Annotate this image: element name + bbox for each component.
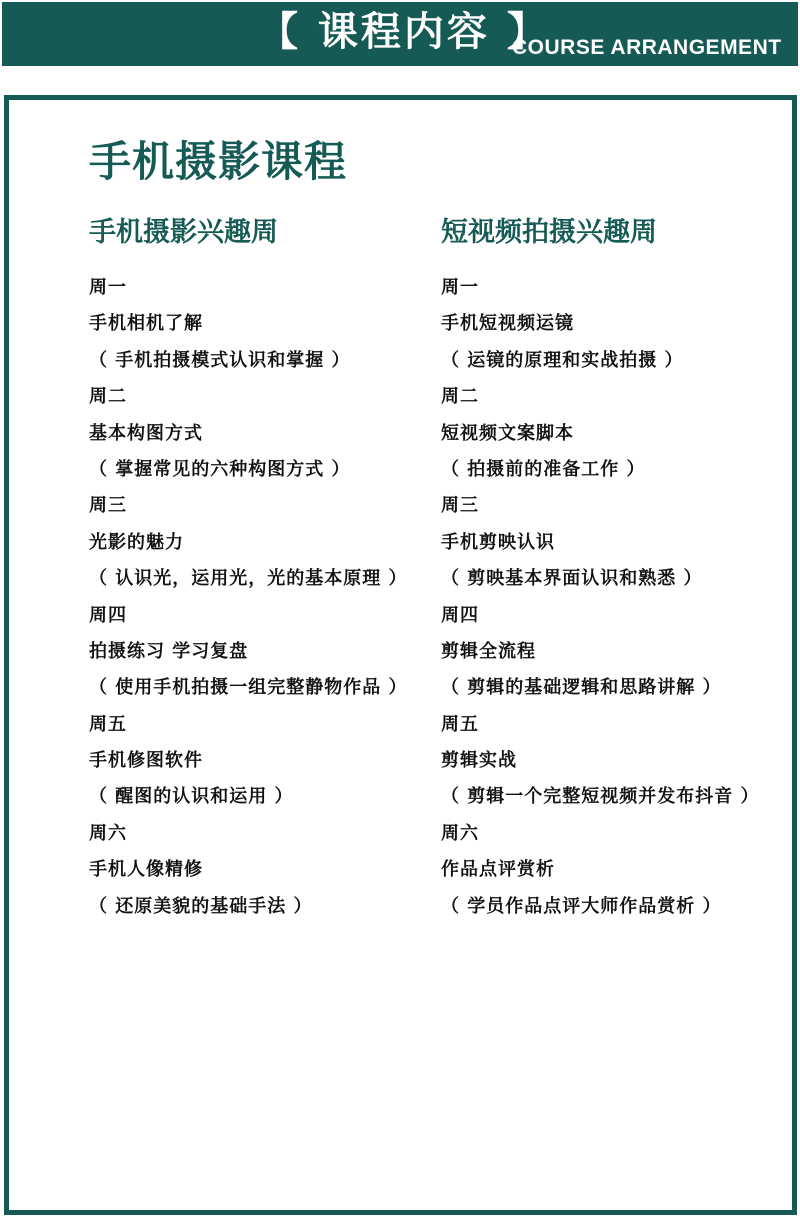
item-description: （ 剪辑的基础逻辑和思路讲解 ） [441, 677, 722, 699]
item-description: （ 剪辑一个完整短视频并发布抖音 ） [441, 786, 760, 808]
schedule-item: 手机剪映认识 [441, 531, 555, 553]
schedule-item: 手机短视频运镜 [441, 313, 574, 335]
day-label: 周三 [441, 495, 479, 517]
column-title: 短视频拍摄兴趣周 [441, 217, 657, 248]
item-description: （ 还原美貌的基础手法 ） [89, 895, 313, 917]
item-description: （ 醒图的认识和运用 ） [89, 786, 294, 808]
day-label: 周五 [89, 713, 127, 735]
schedule-item: 作品点评赏析 [441, 859, 555, 881]
schedule-item: 手机相机了解 [89, 313, 203, 335]
day-label: 周三 [89, 495, 127, 517]
day-label: 周五 [441, 713, 479, 735]
day-label: 周四 [441, 604, 479, 626]
page-title: 手机摄影课程 [89, 137, 348, 186]
column-title: 手机摄影兴趣周 [89, 217, 278, 248]
item-description: （ 手机拍摄模式认识和掌握 ） [89, 349, 351, 371]
day-label: 周一 [89, 277, 127, 298]
day-label: 周六 [441, 822, 479, 844]
day-label: 周六 [89, 822, 127, 844]
item-description: （ 剪映基本界面认识和熟悉 ） [441, 568, 703, 590]
day-label: 周二 [89, 386, 127, 408]
schedule-item: 手机修图软件 [89, 750, 203, 772]
day-label: 周二 [441, 386, 479, 408]
item-description: （ 运镜的原理和实战拍摄 ） [441, 349, 684, 371]
banner-title: 【 课程内容 】 [258, 9, 550, 55]
schedule-item: 手机人像精修 [89, 859, 203, 881]
schedule-item: 剪辑实战 [441, 750, 517, 772]
item-description: （ 掌握常见的六种构图方式 ） [89, 458, 351, 480]
column-photography-week [89, 210, 408, 925]
item-description: （ 拍摄前的准备工作 ） [441, 458, 646, 480]
schedule-item: 拍摄练习 学习复盘 [89, 640, 249, 662]
column-short-video-week [441, 210, 760, 925]
item-description: （ 使用手机拍摄一组完整静物作品 ） [89, 677, 408, 699]
day-label: 周一 [441, 277, 479, 298]
item-description: （ 学员作品点评大师作品赏析 ） [441, 895, 722, 917]
schedule-item: 短视频文案脚本 [441, 422, 574, 444]
day-label: 周四 [89, 604, 127, 626]
schedule-list [441, 270, 760, 925]
schedule-item: 基本构图方式 [89, 422, 203, 444]
banner-subtitle: COURSE ARRANGEMENT [512, 36, 782, 59]
schedule-list [89, 270, 408, 925]
schedule-item: 剪辑全流程 [441, 640, 536, 662]
schedule-item: 光影的魅力 [89, 531, 184, 553]
item-description: （ 认识光，运用光，光的基本原理 ） [89, 568, 408, 590]
